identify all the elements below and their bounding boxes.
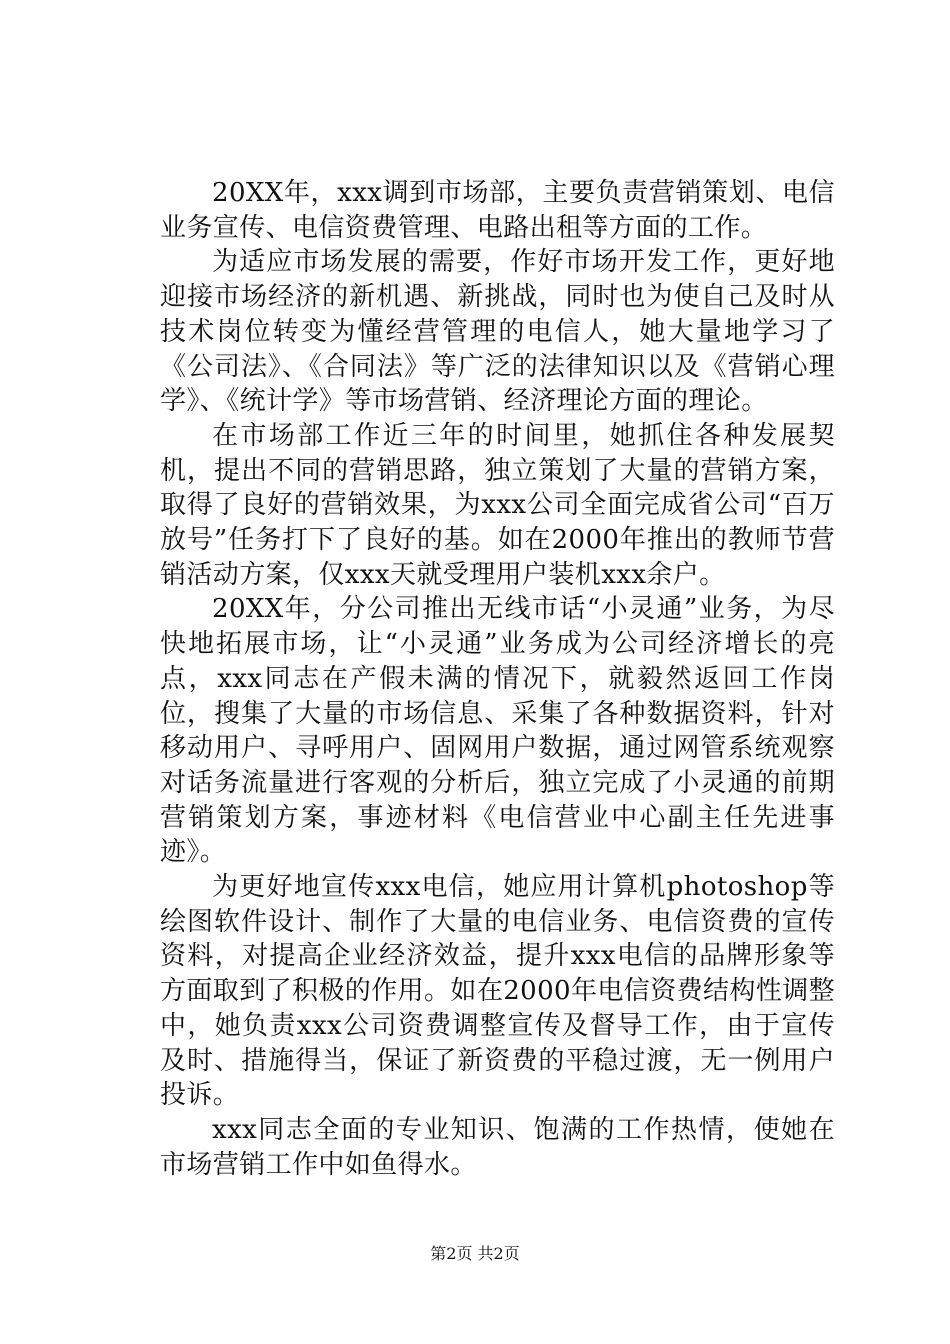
paragraph: 20XX年，分公司推出无线市话“小灵通”业务，为尽快地拓展市场，让“小灵通”业务成为公司经济增长的亮点，xxx同志在产假未满的情况下，就毅然返回工作岗位，搜集了大量的市场信息、采集了各种数据资料，针对移动用户、寻呼用户、固网用户数据，通过网管系统观察对话务流量进行客观的分析后，独立完成了小灵通的前期营销策划方案，事迹材料《电信营业中心副主任先进事迹》。	[160, 594, 835, 868]
paragraph: 为更好地宣传xxx电信，她应用计算机photoshop等绘图软件设计、制作了大量的电信业务、电信资费的宣传资料，对提高企业经济效益，提升xxx电信的品牌形象等方面取到了积极的作用。如在2000年电信资费结构性调整中，她负责xxx公司资费调整宣传及督导工作，由于宣传及时、措施得当，保证了新资费的平稳过渡，无一例用户投诉。	[160, 872, 835, 1111]
paragraph: xxx同志全面的专业知识、饱满的工作热情，使她在市场营销工作中如鱼得水。	[160, 1114, 835, 1180]
page-number-footer: 第2页 共2页	[430, 1244, 520, 1263]
paragraph: 为适应市场发展的需要，作好市场开发工作，更好地迎接市场经济的新机遇、新挑战，同时也为使自己及时从技术岗位转变为懂经营管理的电信人，她大量地学习了《公司法》、《合同法》等广泛的法律知识以及《营销心理学》、《统计学》等市场营销、经济理论方面的理论。	[160, 247, 835, 417]
paragraph: 20XX年，xxx调到市场部，主要负责营销策划、电信业务宣传、电信资费管理、电路出租等方面的工作。	[160, 178, 835, 243]
paragraph: 在市场部工作近三年的时间里，她抓住各种发展契机，提出不同的营销思路，独立策划了大量的营销方案，取得了良好的营销效果，为xxx公司全面完成省公司“百万放号”任务打下了良好的基。如在2000年推出的教师节营销活动方案，仅xxx天就受理用户装机xxx余户。	[160, 420, 835, 590]
document-body	[160, 176, 835, 1182]
